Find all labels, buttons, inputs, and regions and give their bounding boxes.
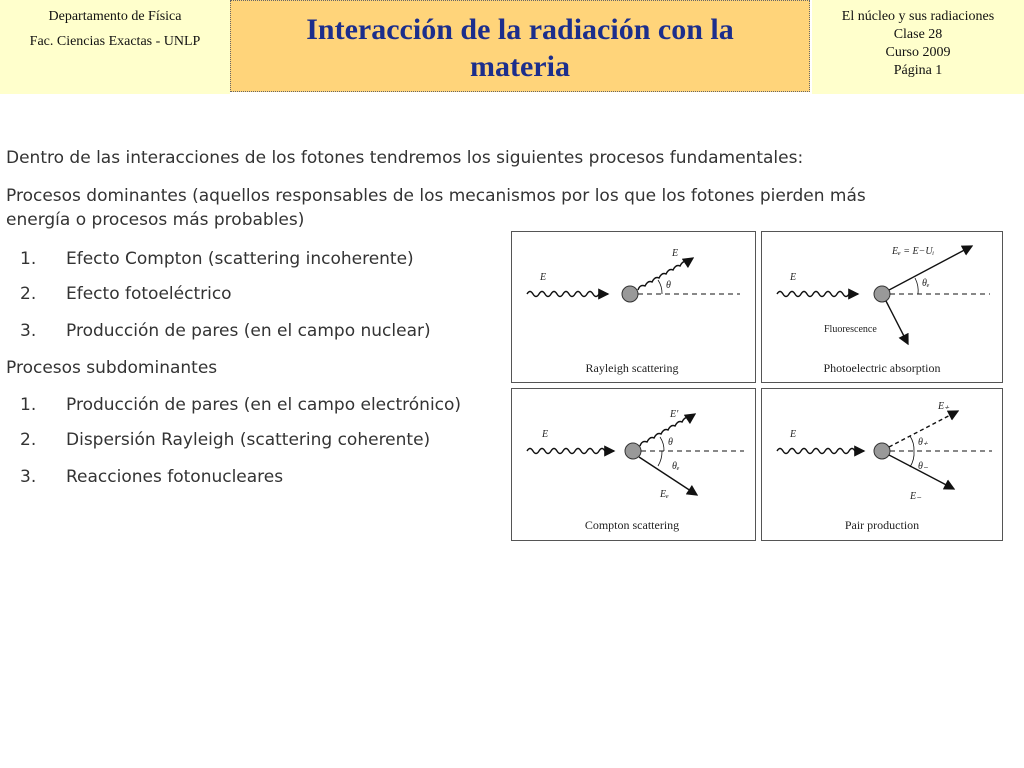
list-item <box>20 284 232 304</box>
electron-angle-label: θₑ <box>672 461 680 472</box>
incident-energy-label: E <box>790 429 797 440</box>
positron-angle-arc <box>910 436 914 451</box>
rayleigh-diagram <box>511 231 756 383</box>
fluorescence-label: Fluorescence <box>824 324 877 335</box>
scattered-energy-label: E' <box>670 409 679 420</box>
list-text: Efecto Compton (scattering incoherente) <box>66 249 414 269</box>
slide-title-line1: Interacción de la radiación con la <box>306 13 734 46</box>
fluorescence-arrow <box>886 301 908 344</box>
list-number: 3. <box>20 467 37 487</box>
atom <box>622 286 638 302</box>
list-number: 2. <box>20 284 37 304</box>
list-text: Dispersión Rayleigh (scattering coherente) <box>66 430 431 450</box>
list-text: Reacciones fotonucleares <box>66 467 284 487</box>
angle-label: θₑ <box>922 278 930 289</box>
department-name: Departamento de Física <box>48 9 182 24</box>
incident-energy-label: E <box>542 429 549 440</box>
course-year: Curso 2009 <box>885 45 951 60</box>
angle-label: θ <box>666 280 671 291</box>
incident-photon-wave <box>527 292 608 297</box>
list-item <box>20 430 430 450</box>
subdominant-heading: Procesos subdominantes <box>6 358 218 378</box>
department-box <box>0 0 230 94</box>
compton-diagram <box>511 388 756 541</box>
angle-arc <box>660 437 664 451</box>
list-item <box>20 467 283 487</box>
slide-title-line2: materia <box>470 50 570 83</box>
electron-angle-label: θ₋ <box>918 461 929 472</box>
incident-photon-wave <box>777 292 858 297</box>
title-box <box>230 0 810 92</box>
electron-angle-arc <box>658 451 662 466</box>
positron-energy-label: E₊ <box>938 401 950 412</box>
list-number: 1. <box>20 395 37 415</box>
angle-arc <box>658 280 662 294</box>
incident-photon-wave <box>777 449 864 454</box>
nucleus <box>874 443 890 459</box>
electron <box>625 443 641 459</box>
photoelectron-energy-label: Eₑ = E−Uᵢ <box>892 246 935 257</box>
incident-photon-wave <box>527 449 614 454</box>
page-number: Página 1 <box>893 63 943 78</box>
list-item <box>20 249 414 269</box>
list-number: 2. <box>20 430 37 450</box>
diagram-caption: Photoelectric absorption <box>823 361 941 375</box>
list-item <box>20 395 461 415</box>
slide-header <box>0 0 1024 94</box>
pair-production-diagram <box>761 388 1003 541</box>
incident-energy-label: E <box>540 272 547 283</box>
list-text: Efecto fotoeléctrico <box>66 284 232 304</box>
dominant-heading-line2: energía o procesos más probables) <box>6 210 305 230</box>
atom <box>874 286 890 302</box>
list-number: 3. <box>20 321 37 341</box>
diagram-caption: Pair production <box>844 518 920 532</box>
list-item <box>20 321 431 341</box>
diagram-caption: Rayleigh scattering <box>585 361 679 375</box>
angle-label: θ <box>668 437 673 448</box>
intro-text: Dentro de las interacciones de los fotones tendremos los siguientes procesos fundamentales: <box>6 148 804 168</box>
list-text: Producción de pares (en el campo nuclear) <box>66 321 431 341</box>
course-name: El núcleo y sus radiaciones <box>841 9 995 24</box>
list-number: 1. <box>20 249 37 269</box>
scattered-energy-label: E <box>672 248 679 259</box>
dominant-heading-line1: Procesos dominantes (aquellos responsables de los mecanismos por los que los fotones pierden más <box>6 186 866 206</box>
incident-energy-label: E <box>790 272 797 283</box>
positron-angle-label: θ₊ <box>918 437 929 448</box>
diagram-caption: Compton scattering <box>584 518 680 532</box>
course-info-box <box>812 0 1024 94</box>
electron-angle-arc <box>910 451 914 467</box>
photoelectric-diagram <box>761 231 1003 383</box>
electron-energy-label: Eₑ <box>660 489 669 500</box>
class-number: Clase 28 <box>893 27 943 42</box>
angle-arc <box>915 278 918 294</box>
list-text: Producción de pares (en el campo electrónico) <box>66 395 462 415</box>
electron-energy-label: E₋ <box>910 491 922 502</box>
faculty-name: Fac. Ciencias Exactas - UNLP <box>29 34 201 49</box>
